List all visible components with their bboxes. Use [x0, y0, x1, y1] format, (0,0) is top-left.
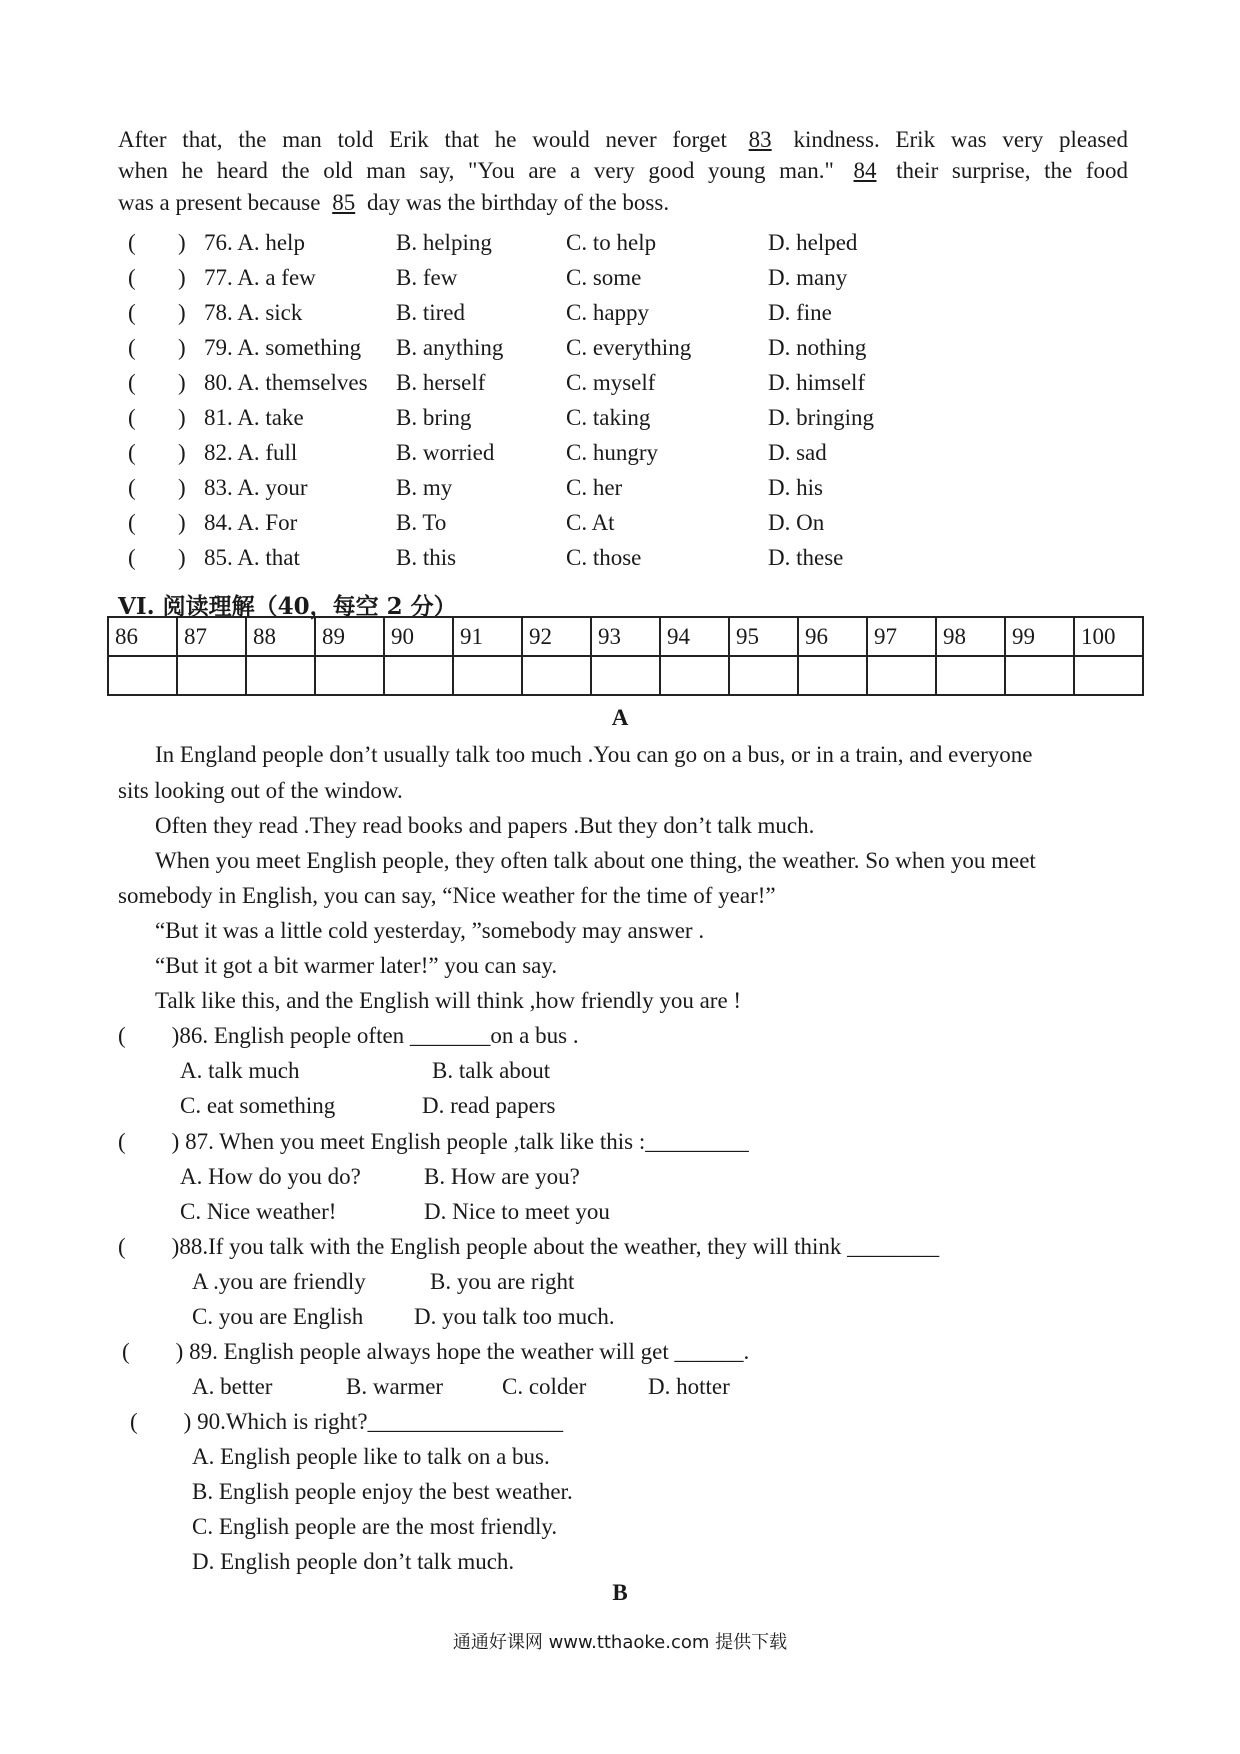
answer-blank-cell[interactable]	[660, 656, 729, 695]
cloze-num: 83. A. your	[204, 475, 308, 500]
cloze-paren: (	[128, 300, 136, 325]
answer-number-cell: 91	[453, 617, 522, 656]
passage-b-label: B	[612, 1580, 628, 1605]
cloze-num: 84. A. For	[204, 510, 298, 535]
cloze-paren: (	[128, 370, 136, 395]
answer-blank-cell[interactable]	[729, 656, 798, 695]
question-89: ( ) 89. English people always hope the weather will get ______.	[122, 1339, 750, 1364]
cloze-d: D. nothing	[768, 335, 867, 360]
section-heading: VI. 阅读理解（40，每空 2 分）	[118, 593, 457, 620]
cloze-paren: (	[128, 265, 136, 290]
q89-option-c: C. colder	[502, 1374, 587, 1399]
passage-a-p2: Often they read .They read books and papers .But they don’t talk much.	[155, 813, 815, 838]
cloze-num: 79. A. something	[204, 335, 362, 360]
answer-table	[107, 616, 1144, 696]
cloze-paren_close: )	[178, 230, 186, 255]
cloze-paren_close: )	[178, 335, 186, 360]
answer-number-cell: 92	[522, 617, 591, 656]
cloze-b: B. helping	[396, 230, 492, 255]
q89-option-b: B. warmer	[346, 1374, 444, 1399]
cloze-b: B. herself	[396, 370, 486, 395]
cloze-num: 78. A. sick	[204, 300, 303, 325]
answer-number-cell: 89	[315, 617, 384, 656]
q86-option-b: B. talk about	[432, 1058, 551, 1083]
intro-line-1: After that, the man told Erik that he would never forget 83 kindness. Erik was very pleased	[118, 127, 1129, 152]
answer-number-cell: 93	[591, 617, 660, 656]
cloze-d: D. fine	[768, 300, 832, 325]
cloze-c: C. to help	[566, 230, 657, 255]
answer-blank-cell[interactable]	[453, 656, 522, 695]
passage-a-label: A	[611, 705, 629, 730]
cloze-b: B. this	[396, 545, 457, 570]
cloze-c: C. taking	[566, 405, 651, 430]
cloze-d: D. helped	[768, 230, 858, 255]
cloze-paren_close: )	[178, 405, 186, 430]
question-88: ( )88.If you talk with the English people about the weather, they will think ________	[118, 1234, 940, 1259]
q87-option-d: D. Nice to meet you	[424, 1199, 610, 1224]
question-87: ( ) 87. When you meet English people ,talk like this :_________	[118, 1129, 749, 1154]
q86-option-a: A. talk much	[180, 1058, 300, 1083]
q89-option-d: D. hotter	[648, 1374, 730, 1399]
answer-number-cell: 87	[177, 617, 246, 656]
answer-blank-cell[interactable]	[315, 656, 384, 695]
answer-blank-cell[interactable]	[177, 656, 246, 695]
q90-option-b: B. English people enjoy the best weather.	[192, 1479, 573, 1504]
cloze-c: C. everything	[566, 335, 692, 360]
cloze-d: D. his	[768, 475, 823, 500]
q89-option-a: A. better	[192, 1374, 273, 1399]
q86-option-d: D. read papers	[422, 1093, 556, 1118]
cloze-num: 82. A. full	[204, 440, 298, 465]
answer-blank-cell[interactable]	[867, 656, 936, 695]
answer-number-cell: 98	[936, 617, 1005, 656]
cloze-paren_close: )	[178, 510, 186, 535]
answer-number-cell: 100	[1074, 617, 1143, 656]
blank-83: 83	[748, 127, 772, 152]
q88-option-c: C. you are English	[192, 1304, 364, 1329]
cloze-paren: (	[128, 475, 136, 500]
cloze-d: D. these	[768, 545, 844, 570]
cloze-c: C. her	[566, 475, 623, 500]
cloze-num: 76. A. help	[204, 230, 305, 255]
intro-line-3: was a present because 85 day was the birthday of the boss.	[118, 190, 670, 215]
cloze-b: B. To	[396, 510, 447, 535]
answer-blank-cell[interactable]	[1005, 656, 1074, 695]
cloze-paren_close: )	[178, 440, 186, 465]
answer-blank-cell[interactable]	[384, 656, 453, 695]
cloze-paren_close: )	[178, 475, 186, 500]
cloze-c: C. those	[566, 545, 642, 570]
answer-number-cell: 97	[867, 617, 936, 656]
cloze-num: 81. A. take	[204, 405, 304, 430]
question-86: ( )86. English people often _______on a bus .	[118, 1023, 579, 1048]
cloze-d: D. sad	[768, 440, 827, 465]
cloze-paren: (	[128, 545, 136, 570]
intro-line-2: when he heard the old man say, "You are a very good young man." 84 their surprise, the food	[118, 158, 1128, 183]
passage-a-p3b: somebody in English, you can say, “Nice weather for the time of year!”	[118, 883, 776, 908]
answer-number-cell: 88	[246, 617, 315, 656]
question-90: ( ) 90.Which is right?_________________	[130, 1409, 564, 1434]
cloze-paren: (	[128, 440, 136, 465]
cloze-paren: (	[128, 405, 136, 430]
cloze-c: C. myself	[566, 370, 656, 395]
passage-a-p5: “But it got a bit warmer later!” you can say.	[155, 953, 558, 978]
passage-a-p1a: In England people don’t usually talk too much .You can go on a bus, or in a train, and everyone	[155, 742, 1033, 767]
cloze-c: C. hungry	[566, 440, 658, 465]
cloze-paren_close: )	[178, 370, 186, 395]
answer-table-answer-row	[108, 656, 1143, 695]
q88-option-a: A .you are friendly	[192, 1269, 366, 1294]
answer-number-cell: 90	[384, 617, 453, 656]
answer-number-cell: 94	[660, 617, 729, 656]
cloze-d: D. many	[768, 265, 848, 290]
cloze-b: B. tired	[396, 300, 465, 325]
cloze-paren_close: )	[178, 300, 186, 325]
answer-blank-cell[interactable]	[108, 656, 177, 695]
answer-blank-cell[interactable]	[798, 656, 867, 695]
q87-option-b: B. How are you?	[424, 1164, 580, 1189]
answer-blank-cell[interactable]	[936, 656, 1005, 695]
cloze-num: 77. A. a few	[204, 265, 316, 290]
cloze-paren: (	[128, 230, 136, 255]
cloze-d: D. bringing	[768, 405, 875, 430]
cloze-c: C. some	[566, 265, 642, 290]
q90-option-c: C. English people are the most friendly.	[192, 1514, 558, 1539]
blank-85: 85	[332, 190, 356, 215]
cloze-num: 80. A. themselves	[204, 370, 368, 395]
q87-option-c: C. Nice weather!	[180, 1199, 337, 1224]
answer-blank-cell[interactable]	[522, 656, 591, 695]
cloze-d: D. On	[768, 510, 825, 535]
cloze-paren: (	[128, 510, 136, 535]
cloze-d: D. himself	[768, 370, 866, 395]
q90-option-d: D. English people don’t talk much.	[192, 1549, 515, 1574]
blank-84: 84	[853, 158, 877, 183]
q88-option-b: B. you are right	[430, 1269, 575, 1294]
cloze-b: B. my	[396, 475, 453, 500]
answer-number-cell: 95	[729, 617, 798, 656]
cloze-num: 85. A. that	[204, 545, 300, 570]
footer-source: 通通好课网 www.tthaoke.com 提供下载	[452, 1632, 788, 1653]
passage-a-p1b: sits looking out of the window.	[118, 778, 403, 803]
answer-number-cell: 99	[1005, 617, 1074, 656]
q90-option-a: A. English people like to talk on a bus.	[192, 1444, 550, 1469]
cloze-paren: (	[128, 335, 136, 360]
cloze-b: B. few	[396, 265, 458, 290]
cloze-b: B. anything	[396, 335, 504, 360]
cloze-b: B. worried	[396, 440, 495, 465]
cloze-b: B. bring	[396, 405, 472, 430]
answer-number-cell: 86	[108, 617, 177, 656]
q87-option-a: A. How do you do?	[180, 1164, 361, 1189]
cloze-paren_close: )	[178, 545, 186, 570]
q88-option-d: D. you talk too much.	[414, 1304, 615, 1329]
answer-blank-cell[interactable]	[246, 656, 315, 695]
answer-table-header-row	[108, 617, 1143, 656]
answer-number-cell: 96	[798, 617, 867, 656]
passage-a-p3a: When you meet English people, they often talk about one thing, the weather. So when you meet	[155, 848, 1036, 873]
passage-a-p4: “But it was a little cold yesterday, ”somebody may answer .	[155, 918, 705, 943]
cloze-c: C. At	[566, 510, 615, 535]
cloze-paren_close: )	[178, 265, 186, 290]
q86-option-c: C. eat something	[180, 1093, 336, 1118]
answer-blank-cell[interactable]	[591, 656, 660, 695]
passage-a-p6: Talk like this, and the English will think ,how friendly you are !	[155, 988, 742, 1013]
answer-blank-cell[interactable]	[1074, 656, 1143, 695]
cloze-c: C. happy	[566, 300, 650, 325]
